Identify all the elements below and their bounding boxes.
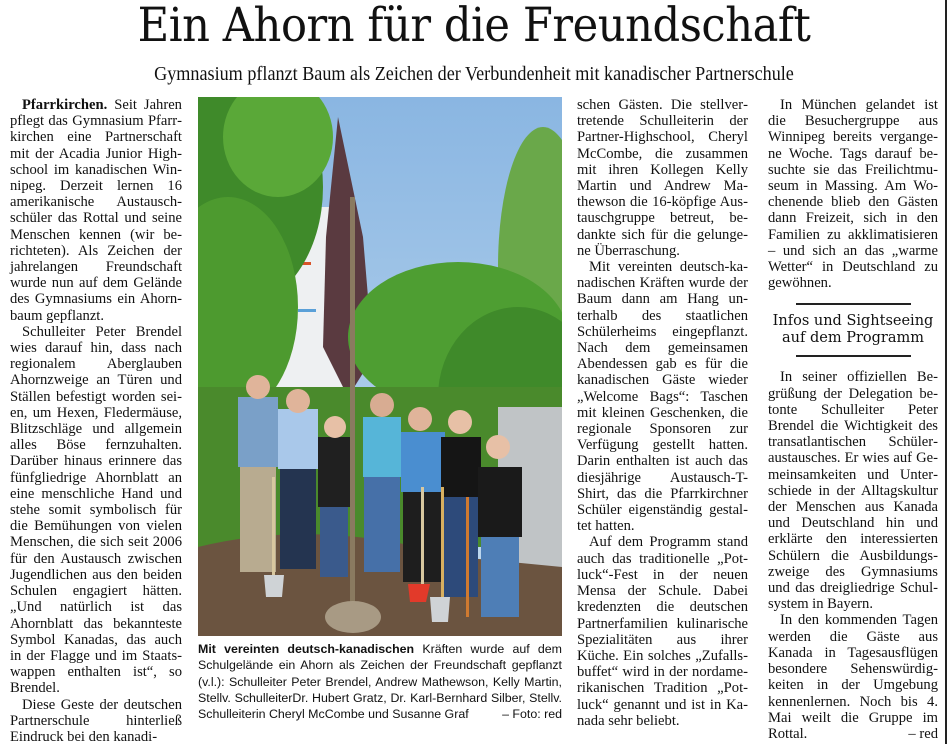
paragraph: Schulleiter Peter Brendel wies darauf hin, dass nach regionalem Aberglauben Ahornzweige an Türen und Ställen befestigt worden seien, um Hexen, Fledermäuse, Blitzschläge und allgemein alles Böse fernzuhalten. Darüber hinaus erinnere das fünfgliedrige Ahornblatt an eine menschliche Hand und stehe somit symbolisch für die Bemühungen von vielen Menschen, die sich seit 2006 für den Austausch zwischen Jugendlichen aus den beiden Schulen engagiert hätten. „Und natürlich ist das Ahornblatt das bekannteste Symbol Kanadas, das auch in der Flagge und im Staatswappen enthalten ist“, so Brendel. [10,323,182,697]
paragraph-intro [10,97,182,324]
paragraph: schen Gästen. Die stellvertretende Schulleiterin der Partner-Highschool, Cheryl McCombe, die zusammen mit ihren Kollegen Kelly Martin und Andrew Mathewson die 16-köpfige Austauschgruppe betreut, bedankte sich für die gelungene Überraschung. [577,97,748,259]
article-column-4 [768,97,938,742]
photo-illustration [198,97,562,636]
paragraph: Auf dem Programm stand auch das traditionelle „Potluck“-Fest in der neuen Mensa der Schule. Dabei kredenzten die deutschen Partnerfamilien kulinarische Spezialitäten aus ihrer Küche. Ein solches „Zufallsbuffet“ wird in der nordamerikanischen Tradition „Potluck“ genannt und ist in Kanada sehr beliebt. [577,534,748,729]
section-heading-line-2: auf dem Programm [782,330,924,347]
paragraph-text: Seit Jahren pflegt das Gymnasium Pfarrkirchen eine Partnerschaft mit der Acadia Junior Highschool im kanadischen Winnipeg. Derzeit lernen 16 amerikanische Austauschschüler das Rottal und seine Menschen kennen (wir berichteten). Als Zeichen der jahrelangen Freundschaft wurde nun auf dem Gelände des Gymnasiums ein Ahornbaum gepflanzt. [10,97,182,324]
section-rule-top [796,303,911,305]
paragraph-final [768,612,938,742]
article-photo [198,97,562,636]
article-column-3 [577,97,748,729]
section-heading [768,313,938,347]
dateline: Pfarrkirchen. [22,97,108,113]
article-column-1 [10,97,182,745]
section-heading-line-1: Infos und Sightseeing [772,313,934,330]
paragraph: In München gelandet ist die Besuchergruppe aus Winnipeg bereits vergangene Woche. Tags darauf besuchte sie das Freilichtmuseum in Massing. Am Wochenende blieb den Gästen dann Freizeit, sich in den Familien zu akklimatisieren – und sich an das „warme Wetter“ in Deutschland zu gewöhnen. [768,97,938,292]
headline: Ein Ahorn für die Freundschaft [137,0,811,53]
page-edge-rule [945,0,947,744]
paragraph: In seiner offiziellen Begrüßung der Delegation betonte Schulleiter Peter Brendel die Wichtigkeit des transatlantischen Schüleraustausches. Er wies auf Gemeinsamkeiten und Unterschiede in der Alltagskultur der Menschen aus Kanada und Deutschland hin und erklärte den interessierten Schülern die Ausbildungszweige des Gymnasiums und das dreigliedrige Schulsystem in Bayern. [768,369,938,613]
photo-caption [198,641,562,722]
subheadline: Gymnasium pflanzt Baum als Zeichen der Verbundenheit mit kanadischer Partnerschule [154,64,794,85]
photo-credit: – Foto: red [502,707,562,722]
paragraph-text: In den kommenden Tagen werden die Gäste aus Kanada in Tagesausflügen besondere Sehenswürdigkeiten in der Umgebung kennenlernen. Noch bis 4. Mai weilt die Gruppe im Rottal. [768,612,938,742]
caption-text: Kräften wurde auf dem Schulgelände ein Ahorn als Zeichen der Freundschaft gepflanzt (v.l.): Schulleiter Peter Brendel, Andrew Mathewson, Kelly Martin, Stellv. SchulleiterDr. Hubert Gratz, Dr. Karl-Bernhard Silber, Stellv. Schulleiterin Cheryl McCombe und Susanne Graf [198,642,562,722]
author-signoff: – red [908,725,938,742]
section-rule-bottom [796,355,911,357]
paragraph: Diese Geste der deutschen Partnerschule hinterließ Eindruck bei den kanadi- [10,696,182,745]
paragraph: Mit vereinten deutsch-kanadischen Kräften wurde der Baum dann am Hang unterhalb des staatlichen Schülerheims eingepflanzt. Nach dem gemeinsamen Abendessen gab es für die kanadischen Gäste wieder „Welcome Bags“: Taschen mit kleinen Geschenken, die regionale Sponsoren zur Verfügung gestellt hatten. Darin enthalten ist auch das diesjährige Austausch-T-Shirt, das die Pfarrkirchner Schüler eigenständig gestaltet hatten. [577,259,748,535]
caption-lead: Mit vereinten deutsch-kanadischen [198,642,415,656]
